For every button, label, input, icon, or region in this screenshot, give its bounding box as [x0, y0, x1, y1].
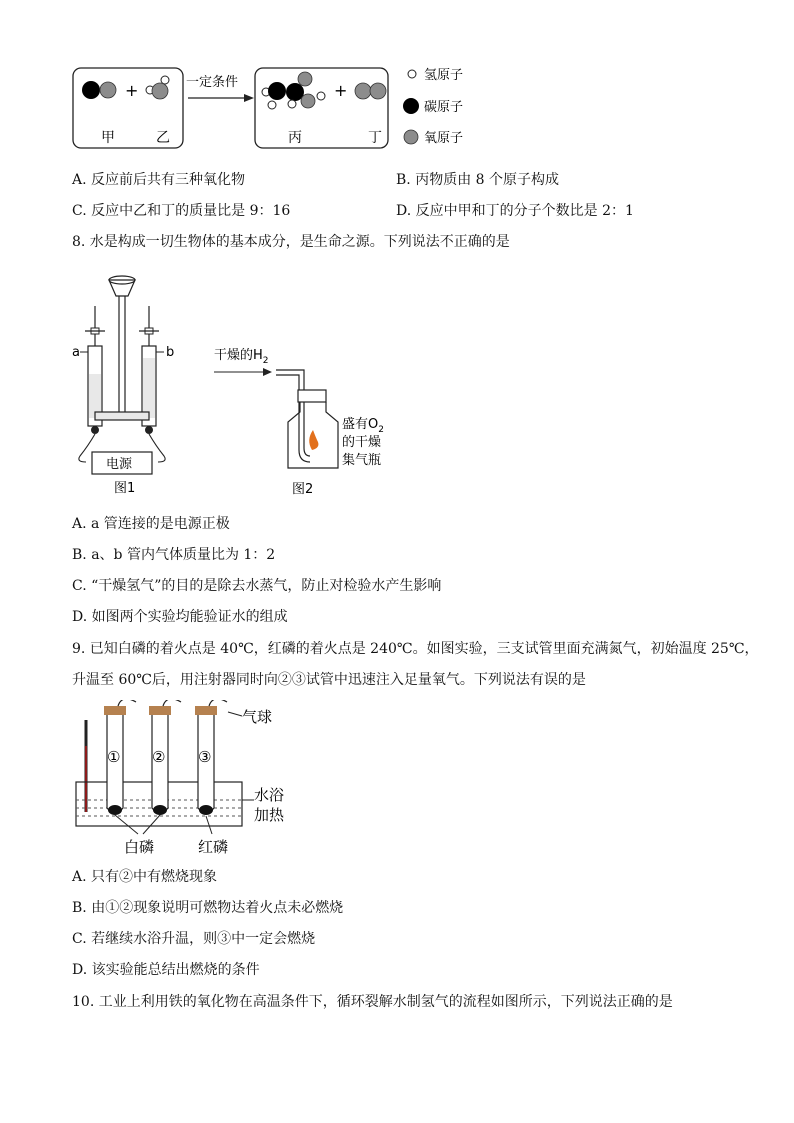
- label-ding: 丁: [368, 130, 382, 146]
- hydrogen-atom: [161, 76, 169, 84]
- q9-option-c[interactable]: C. 若继续水浴升温，则③中一定会燃烧: [72, 931, 316, 947]
- tube-1-label: ①: [107, 748, 121, 766]
- q9-test-tube-diagram: [68, 700, 328, 862]
- balloon-label: 气球: [242, 708, 273, 726]
- jar-label-2: 的干燥: [342, 435, 382, 450]
- plus-sign: +: [334, 81, 348, 100]
- label-jia: 甲: [101, 130, 115, 146]
- hydrogen-legend-icon: [408, 70, 416, 78]
- oxygen-atom: [301, 94, 315, 108]
- legend-hydrogen: 氢原子: [424, 68, 464, 83]
- label-yi: 乙: [156, 130, 170, 146]
- legend-carbon: 碳原子: [424, 100, 464, 115]
- tube-2-label: ②: [152, 748, 166, 766]
- jar-label-1: 盛有$O_2$: [342, 417, 384, 435]
- q7-option-a[interactable]: A. 反应前后共有三种氧化物: [72, 172, 246, 188]
- q8-figure-1-electrolysis: [68, 266, 188, 498]
- hydrogen-atom: [268, 101, 276, 109]
- plus-sign: +: [125, 81, 139, 100]
- q7-option-d[interactable]: D. 反应中甲和丁的分子个数比是 2：1: [396, 203, 634, 219]
- carbon-legend-icon: [403, 98, 419, 114]
- flame-icon: [309, 430, 318, 450]
- oxygen-atom: [100, 82, 116, 98]
- q7-reaction-diagram: [68, 60, 488, 156]
- hydrogen-atom: [317, 92, 325, 100]
- label-bing: 丙: [288, 130, 302, 146]
- legend-oxygen: 氧原子: [424, 131, 464, 146]
- power-source-label: 电源: [106, 457, 133, 472]
- oxygen-atom: [152, 83, 168, 99]
- arrow-head-icon: [244, 94, 254, 102]
- white-phosphorus-label: 白磷: [124, 838, 155, 856]
- oxygen-atom: [370, 83, 386, 99]
- q9-stem-line-1: 9. 已知白磷的着火点是 40℃，红磷的着火点是 240℃。如图实验，三支试管里面充满氮气，初始温度 25℃，: [72, 641, 759, 657]
- q8-figure-2-combustion: [206, 340, 406, 500]
- q8-stem: 8. 水是构成一切生物体的基本成分，是生命之源。下列说法不正确的是: [72, 234, 510, 250]
- q10-stem: 10. 工业上利用铁的氧化物在高温条件下，循环裂解水制氢气的流程如图所示，下列说法正确的是: [72, 994, 673, 1010]
- q8-option-c[interactable]: C. “干燥氢气”的目的是除去水蒸气，防止对检验水产生影响: [72, 578, 442, 594]
- hydrogen-atom: [288, 100, 296, 108]
- oxygen-atom: [298, 72, 312, 86]
- tube-b-label: b: [166, 345, 175, 360]
- oxygen-atom: [355, 83, 371, 99]
- oxygen-legend-icon: [404, 130, 418, 144]
- figure-1-caption: 图1: [114, 481, 136, 496]
- bath-label-2: 加热: [254, 806, 285, 824]
- q9-stem-line-2: 升温至 60℃后，用注射器同时向②③试管中迅速注入足量氧气。下列说法有误的是: [72, 672, 586, 688]
- carbon-atom: [82, 81, 100, 99]
- q7-option-c[interactable]: C. 反应中乙和丁的质量比是 9：16: [72, 203, 291, 219]
- q9-option-d[interactable]: D. 该实验能总结出燃烧的条件: [72, 962, 260, 978]
- tube-3-label: ③: [198, 748, 212, 766]
- gas-flow-arrow-icon: [263, 368, 272, 376]
- q9-option-a[interactable]: A. 只有②中有燃烧现象: [72, 869, 218, 885]
- carbon-atom: [268, 82, 286, 100]
- q9-option-b[interactable]: B. 由①②现象说明可燃物达着火点未必燃烧: [72, 900, 344, 916]
- bath-label-1: 水浴: [254, 786, 285, 804]
- q8-option-a[interactable]: A. a 管连接的是电源正极: [72, 516, 230, 532]
- q7-option-b[interactable]: B. 丙物质由 8 个原子构成: [396, 172, 559, 188]
- q8-option-b[interactable]: B. a、b 管内气体质量比为 1：2: [72, 547, 276, 563]
- figure-2-caption: 图2: [292, 482, 314, 497]
- dry-h2-label: 干燥的$H_2$: [214, 348, 269, 366]
- reaction-condition: 一定条件: [186, 75, 239, 90]
- red-phosphorus-label: 红磷: [198, 838, 229, 856]
- jar-label-3: 集气瓶: [342, 453, 382, 468]
- tube-a-label: a: [72, 345, 80, 360]
- q8-option-d[interactable]: D. 如图两个实验均能验证水的组成: [72, 609, 288, 625]
